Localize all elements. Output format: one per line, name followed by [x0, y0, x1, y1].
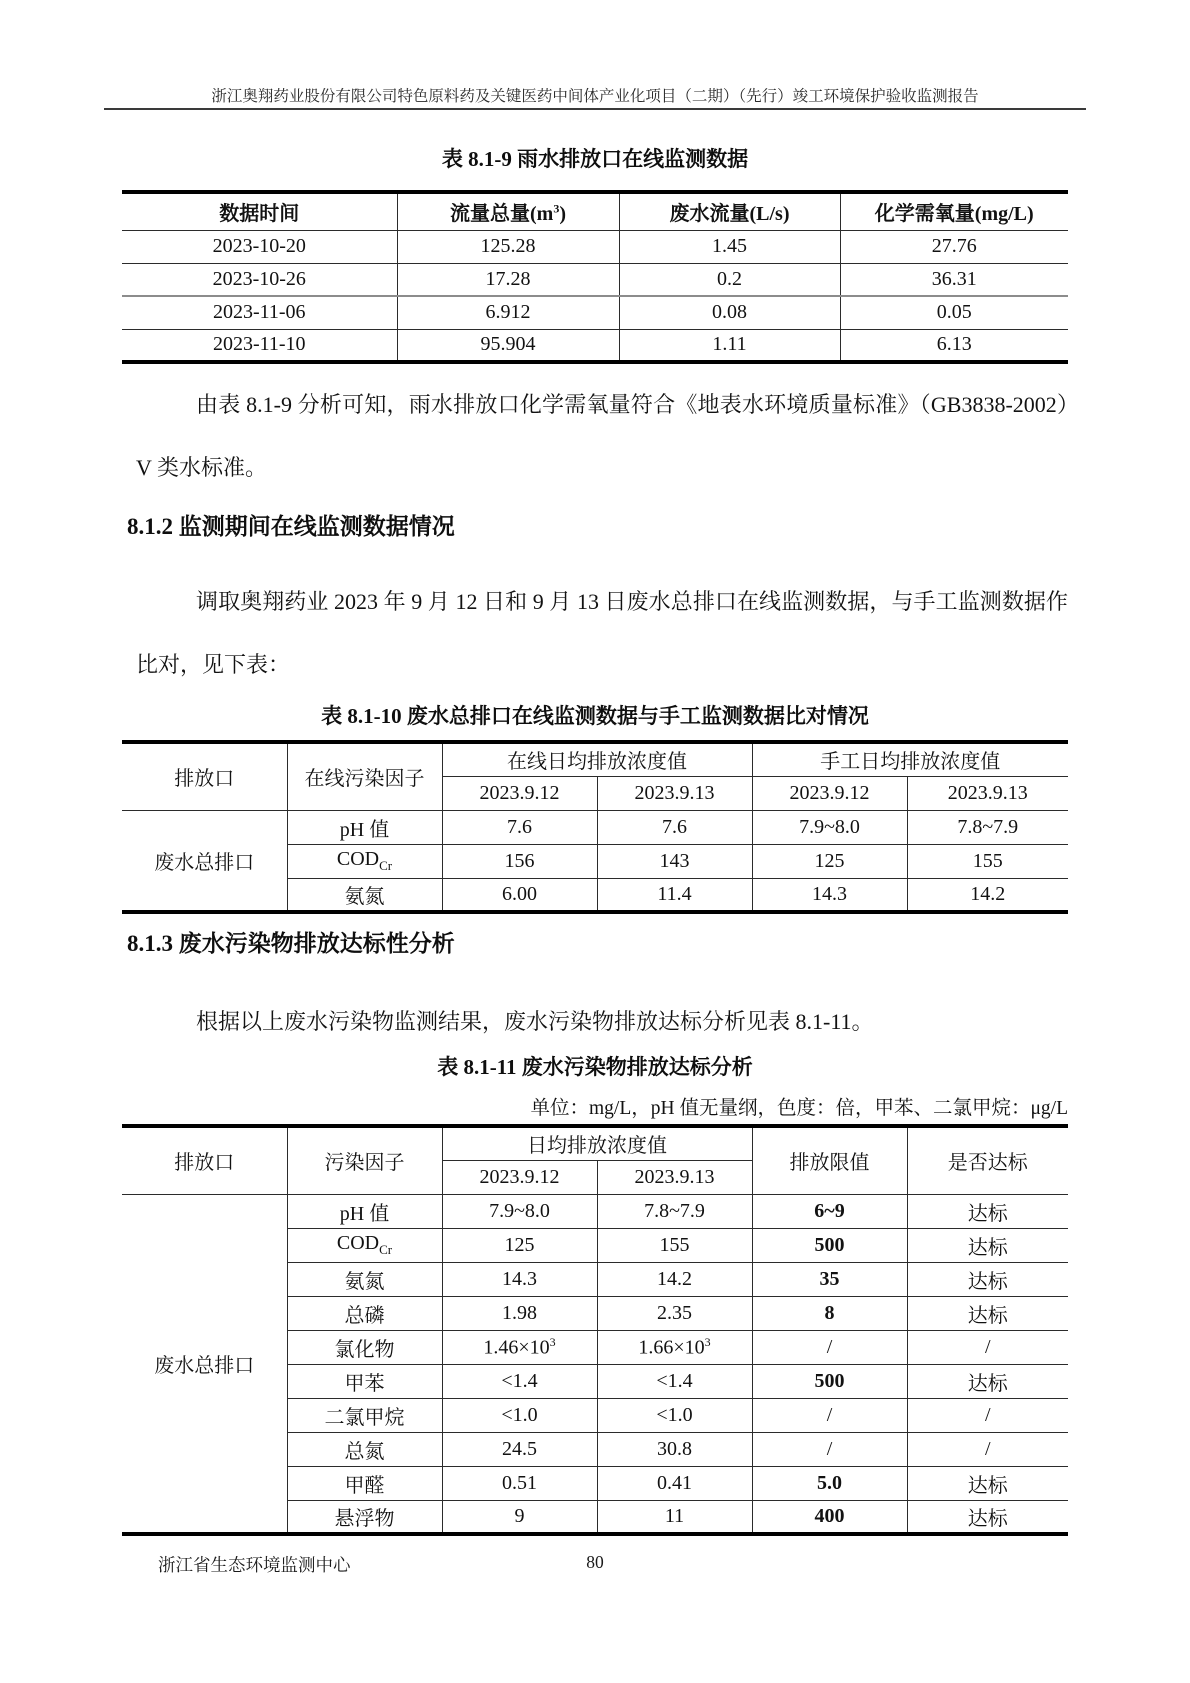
cell-value: 143 [597, 844, 752, 878]
cell-value: 11.4 [597, 878, 752, 912]
table-11-title: 表 8.1-11 废水污染物排放达标分析 [437, 1055, 753, 1079]
cell-compliance: 达标 [907, 1364, 1068, 1398]
cell-date: 2023-11-10 [122, 329, 397, 362]
table-row [122, 263, 1068, 296]
cell-limit: 35 [752, 1262, 907, 1296]
cell-value: <1.4 [597, 1364, 752, 1398]
cell-value: 0.2 [619, 263, 840, 296]
column-header-date: 2023.9.13 [597, 776, 752, 810]
column-header-data-time: 数据时间 [122, 192, 397, 230]
cell-value: $1.66\times 10^3$ [597, 1330, 752, 1364]
table-wastewater-compliance-analysis [122, 1124, 1068, 1536]
cell-value: 156 [442, 844, 597, 878]
cell-value: 9 [442, 1500, 597, 1534]
column-header-online-daily-avg: 在线日均排放浓度值 [442, 742, 752, 776]
column-header-date: 2023.9.12 [442, 776, 597, 810]
cell-factor: 氯化物 [287, 1330, 442, 1364]
cell-factor: pH 值 [287, 1194, 442, 1228]
cell-compliance: 达标 [907, 1296, 1068, 1330]
table-row [122, 296, 1068, 329]
cell-value: 125 [752, 844, 907, 878]
cell-value: 155 [597, 1228, 752, 1262]
cell-date: 2023-10-20 [122, 230, 397, 263]
footer-organization: 浙江省生态环境监测中心 [158, 1555, 351, 1575]
cell-value: 7.9~8.0 [752, 810, 907, 844]
cell-value: 11 [597, 1500, 752, 1534]
paragraph-online-data-intro: 调取奥翔药业 2023 年 9 月 12 日和 9 月 13 日废水总排口在线监测数据，与手工监测数据作比对，见下表： [136, 589, 1068, 677]
cell-limit: 8 [752, 1296, 907, 1330]
cell-value: 7.8~7.9 [907, 810, 1068, 844]
cell-value: 27.76 [840, 230, 1068, 263]
cell-outlet-name: 废水总排口 [122, 1194, 287, 1534]
cell-compliance: / [907, 1330, 1068, 1364]
cell-value: 36.31 [840, 263, 1068, 296]
column-header-online-factor: 在线污染因子 [287, 742, 442, 810]
table-row [122, 810, 1068, 844]
cell-value: 0.05 [840, 296, 1068, 329]
cell-compliance: 达标 [907, 1194, 1068, 1228]
table-header-row [122, 742, 1068, 776]
cell-limit: / [752, 1330, 907, 1364]
page-header-text: 浙江奥翔药业股份有限公司特色原料药及关键医药中间体产业化项目（二期）（先行）竣工环境保护验收监测报告 [211, 88, 979, 105]
cell-factor: 总氮 [287, 1432, 442, 1466]
cell-value: 17.28 [397, 263, 619, 296]
cell-value: 6.00 [442, 878, 597, 912]
cell-factor: 悬浮物 [287, 1500, 442, 1534]
cell-value: <1.0 [442, 1398, 597, 1432]
table-9-title: 表 8.1-9 雨水排放口在线监测数据 [441, 147, 749, 171]
column-header-daily-avg: 日均排放浓度值 [442, 1126, 752, 1160]
heading-8-1-3: 8.1.3 废水污染物排放达标性分析 [127, 931, 455, 956]
column-header-compliance: 是否达标 [907, 1126, 1068, 1194]
cell-value: 125.28 [397, 230, 619, 263]
cell-value: 0.51 [442, 1466, 597, 1500]
cell-limit: / [752, 1398, 907, 1432]
cell-value: 7.8~7.9 [597, 1194, 752, 1228]
cell-value: $1.46\times 10^3$ [442, 1330, 597, 1364]
cell-limit: / [752, 1432, 907, 1466]
cell-factor: pH 值 [287, 810, 442, 844]
column-header-manual-daily-avg: 手工日均排放浓度值 [752, 742, 1068, 776]
table-10-title: 表 8.1-10 废水总排口在线监测数据与手工监测数据比对情况 [321, 704, 869, 728]
column-header-date: 2023.9.12 [752, 776, 907, 810]
cell-factor: $COD_{Cr}$ [287, 1228, 442, 1262]
cell-value: 1.98 [442, 1296, 597, 1330]
cell-value: 14.3 [752, 878, 907, 912]
cell-compliance: / [907, 1432, 1068, 1466]
cell-value: 0.08 [619, 296, 840, 329]
table-header-row [122, 192, 1068, 230]
cell-value: 95.904 [397, 329, 619, 362]
column-header-total-flow: 流量总量$(m^3)$ [397, 192, 619, 230]
column-header-factor: 污染因子 [287, 1126, 442, 1194]
cell-factor: 氨氮 [287, 1262, 442, 1296]
cell-outlet-name: 废水总排口 [122, 810, 287, 912]
paragraph-table9-analysis: 由表 8.1-9 分析可知，雨水排放口化学需氧量符合《地表水环境质量标准》（GB3838-2002）V 类水标准。 [136, 392, 1068, 480]
cell-value: 2.35 [597, 1296, 752, 1330]
cell-value: 7.6 [442, 810, 597, 844]
cell-factor: 二氯甲烷 [287, 1398, 442, 1432]
cell-limit: 5.0 [752, 1466, 907, 1500]
cell-value: <1.0 [597, 1398, 752, 1432]
header-divider [104, 108, 1086, 110]
cell-value: 6.13 [840, 329, 1068, 362]
column-header-wastewater-flow: 废水流量(L/s) [619, 192, 840, 230]
table-row [122, 230, 1068, 263]
cell-value: <1.4 [442, 1364, 597, 1398]
cell-factor: 氨氮 [287, 878, 442, 912]
cell-value: 7.6 [597, 810, 752, 844]
cell-date: 2023-10-26 [122, 263, 397, 296]
column-header-date: 2023.9.12 [442, 1160, 597, 1194]
cell-value: 1.45 [619, 230, 840, 263]
cell-compliance: 达标 [907, 1466, 1068, 1500]
cell-value: 14.2 [907, 878, 1068, 912]
cell-value: 155 [907, 844, 1068, 878]
table-rainwater-online-monitoring [122, 190, 1068, 364]
cell-value: 14.3 [442, 1262, 597, 1296]
column-header-outlet: 排放口 [122, 742, 287, 810]
cell-value: 0.41 [597, 1466, 752, 1500]
cell-factor: 甲苯 [287, 1364, 442, 1398]
cell-value: 125 [442, 1228, 597, 1262]
table-row [122, 329, 1068, 362]
cell-value: 7.9~8.0 [442, 1194, 597, 1228]
cell-compliance: / [907, 1398, 1068, 1432]
cell-date: 2023-11-06 [122, 296, 397, 329]
cell-value: 14.2 [597, 1262, 752, 1296]
cell-compliance: 达标 [907, 1228, 1068, 1262]
cell-limit: 500 [752, 1364, 907, 1398]
cell-compliance: 达标 [907, 1500, 1068, 1534]
cell-factor: $COD_{Cr}$ [287, 844, 442, 878]
cell-factor: 甲醛 [287, 1466, 442, 1500]
cell-value: 24.5 [442, 1432, 597, 1466]
footer-page-number: 80 [586, 1552, 604, 1572]
cell-value: 1.11 [619, 329, 840, 362]
column-header-date: 2023.9.13 [597, 1160, 752, 1194]
table-online-vs-manual-comparison [122, 740, 1068, 914]
paragraph-compliance-intro: 根据以上废水污染物监测结果，废水污染物排放达标分析见表 8.1-11。 [196, 1009, 874, 1034]
column-header-date: 2023.9.13 [907, 776, 1068, 810]
cell-compliance: 达标 [907, 1262, 1068, 1296]
cell-limit: 400 [752, 1500, 907, 1534]
column-header-cod: 化学需氧量(mg/L) [840, 192, 1068, 230]
cell-value: 30.8 [597, 1432, 752, 1466]
column-header-outlet: 排放口 [122, 1126, 287, 1194]
heading-8-1-2: 8.1.2 监测期间在线监测数据情况 [127, 514, 455, 539]
cell-limit: 6~9 [752, 1194, 907, 1228]
cell-value: 6.912 [397, 296, 619, 329]
table-header-row [122, 1126, 1068, 1160]
table-row [122, 1194, 1068, 1228]
cell-factor: 总磷 [287, 1296, 442, 1330]
cell-limit: 500 [752, 1228, 907, 1262]
table-11-unit-note: 单位：mg/L，pH 值无量纲，色度：倍，甲苯、二氯甲烷：μg/L [530, 1098, 1068, 1119]
column-header-limit: 排放限值 [752, 1126, 907, 1194]
